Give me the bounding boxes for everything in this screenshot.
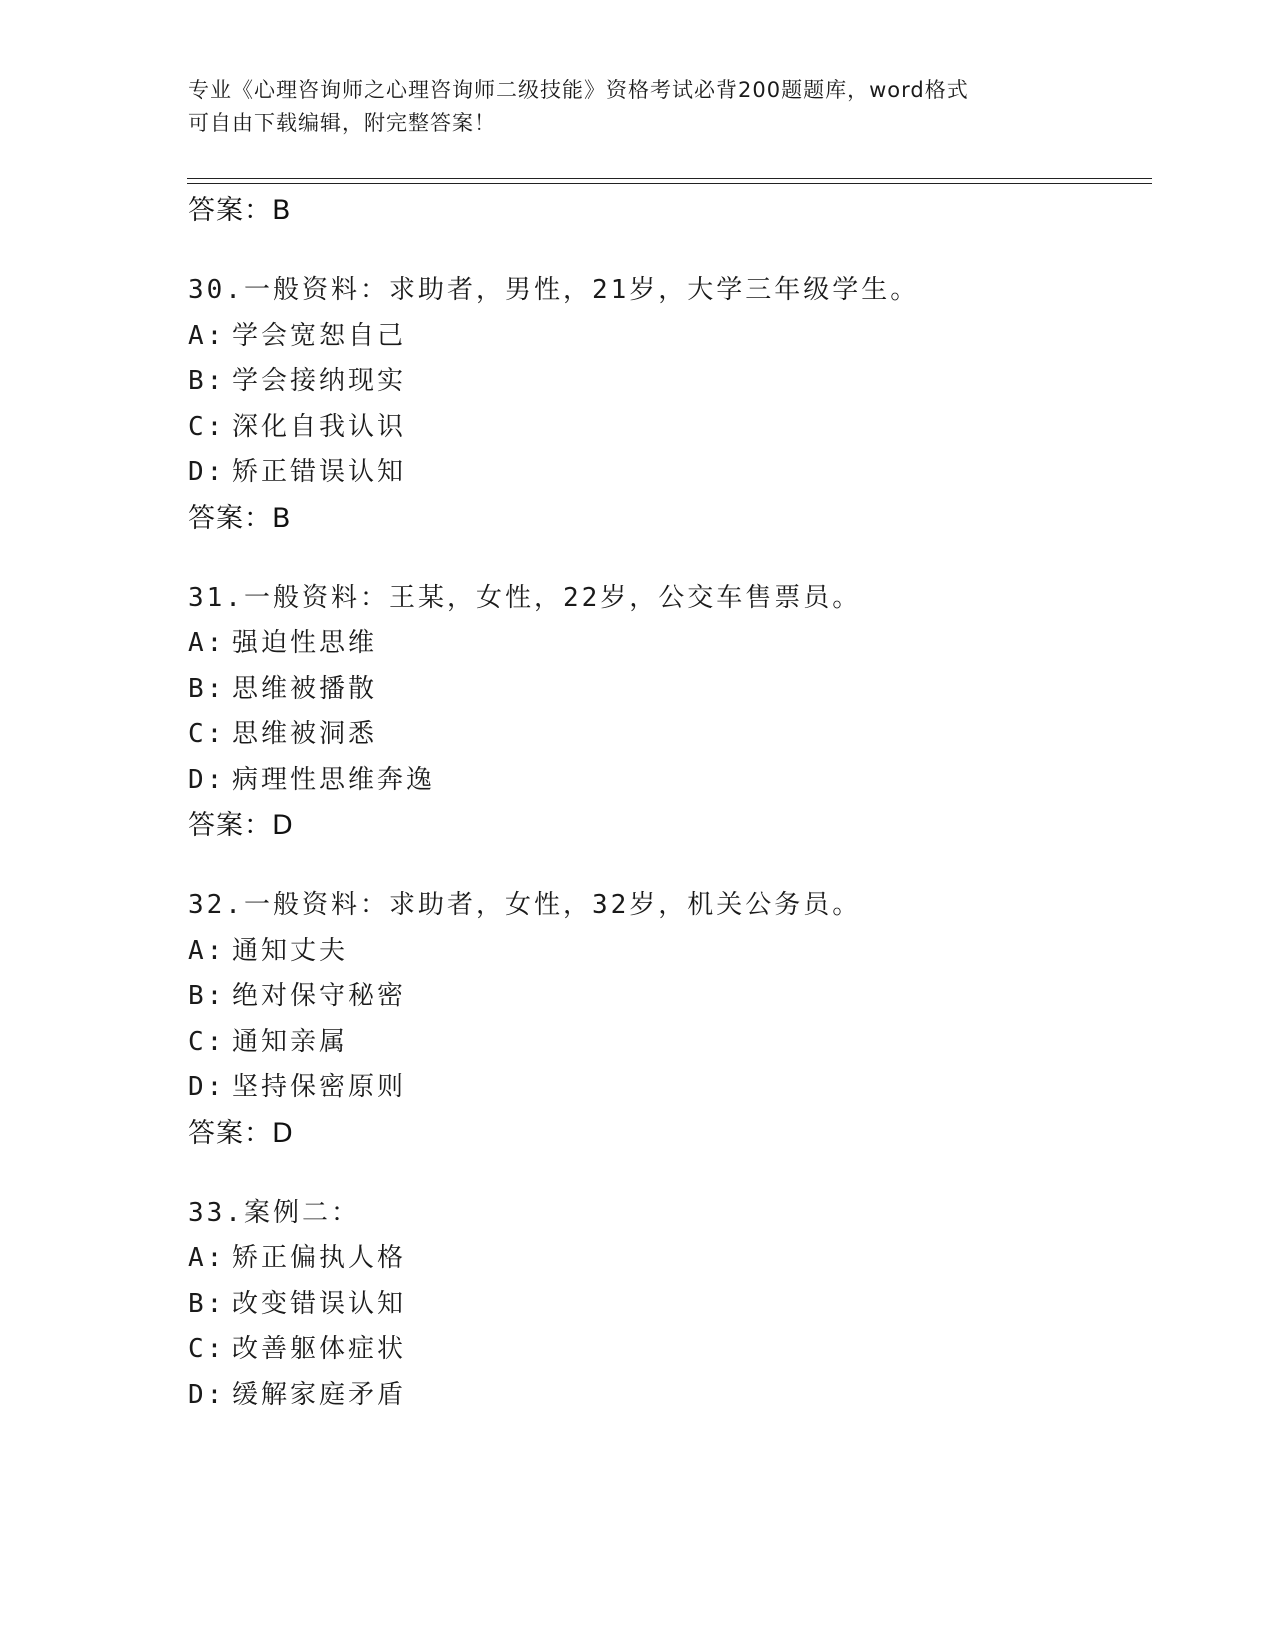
option-letter: A: (188, 1243, 226, 1273)
option-letter: C: (188, 1334, 226, 1364)
previous-answer: 答案：B (188, 195, 292, 226)
option-text: 通知亲属 (232, 1026, 349, 1057)
option-text: 坚持保密原则 (232, 1072, 407, 1102)
answer-line: 答案：B (188, 502, 292, 534)
option-text: 绝对保守秘密 (232, 981, 407, 1011)
option-a (188, 929, 1148, 975)
question-text: 33.案例二： (188, 1197, 360, 1228)
option-b (188, 359, 1148, 405)
question-block (188, 883, 1148, 1157)
document-header (188, 74, 1088, 140)
header-divider-bottom (187, 183, 1152, 184)
option-c (188, 712, 1148, 758)
option-text: 病理性思维奔逸 (232, 764, 436, 795)
option-text: 矫正偏执人格 (232, 1243, 407, 1273)
option-letter: B: (188, 673, 226, 704)
question-block (188, 576, 1148, 850)
option-letter: A: (188, 628, 226, 658)
question-block (188, 1191, 1148, 1419)
option-letter: C: (188, 1026, 226, 1057)
option-text: 思维被播散 (232, 673, 378, 704)
option-text: 深化自我认识 (232, 411, 407, 442)
option-d (188, 450, 1148, 496)
option-d (188, 1373, 1148, 1419)
option-letter: A: (188, 935, 226, 966)
option-letter: A: (188, 320, 226, 351)
header-line-2: 可自由下载编辑，附完整答案！ (188, 111, 496, 135)
option-letter: B: (188, 366, 226, 396)
option-a (188, 621, 1148, 667)
option-c (188, 1020, 1148, 1066)
option-text: 改善躯体症状 (232, 1334, 407, 1364)
option-letter: D: (188, 457, 226, 487)
option-a (188, 1236, 1148, 1282)
option-letter: C: (188, 411, 226, 442)
question-text: 31.一般资料：王某，女性，22岁，公交车售票员。 (188, 582, 862, 613)
question-list (188, 188, 1148, 1418)
header-line-1: 专业《心理咨询师之心理咨询师二级技能》资格考试必背200题题库，word格式 (188, 78, 969, 102)
option-text: 改变错误认知 (232, 1288, 407, 1319)
option-text: 学会接纳现实 (232, 366, 407, 396)
option-d (188, 1065, 1148, 1111)
option-text: 思维被洞悉 (232, 719, 378, 749)
option-letter: B: (188, 1288, 226, 1319)
answer-line: 答案：D (188, 1117, 294, 1149)
option-c (188, 405, 1148, 451)
option-text: 强迫性思维 (232, 628, 378, 658)
option-a (188, 314, 1148, 360)
option-text: 通知丈夫 (232, 935, 349, 966)
option-letter: C: (188, 719, 226, 749)
option-text: 学会宽恕自己 (232, 320, 407, 351)
option-text: 矫正错误认知 (232, 457, 407, 487)
question-text: 30.一般资料：求助者，男性，21岁，大学三年级学生。 (188, 275, 920, 305)
option-letter: D: (188, 1379, 226, 1410)
option-c (188, 1327, 1148, 1373)
option-b (188, 667, 1148, 713)
question-text: 32.一般资料：求助者，女性，32岁，机关公务员。 (188, 890, 862, 920)
option-letter: B: (188, 981, 226, 1011)
answer-line: 答案：D (188, 810, 294, 841)
option-letter: D: (188, 764, 226, 795)
question-block (188, 268, 1148, 542)
option-d (188, 758, 1148, 804)
option-text: 缓解家庭矛盾 (232, 1379, 407, 1410)
option-letter: D: (188, 1072, 226, 1102)
option-b (188, 974, 1148, 1020)
header-divider-top (187, 178, 1152, 179)
option-b (188, 1282, 1148, 1328)
